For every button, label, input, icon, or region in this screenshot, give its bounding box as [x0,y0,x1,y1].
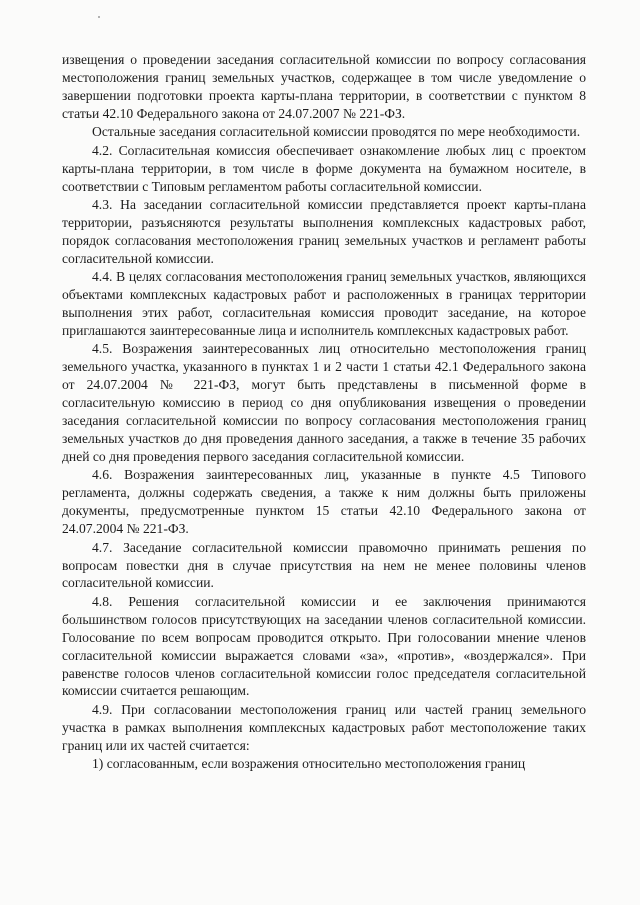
paragraph-4-2: 4.2. Согласительная комиссия обеспечивает ознакомление любых лиц с проектом карты-плана территории, в том числе в форме документа на бумажном носителе, в соответствии с Типовым регламентом работы согласительной комиссии. [62,142,586,194]
document-body [62,51,586,774]
paragraph-continuation: извещения о проведении заседания согласительной комиссии по вопросу согласования местоположения границ земельных участков, содержащее в том числе уведомление о завершении подготовки проекта карты-плана территории, в соответствии с пунктом 8 статьи 42.10 Федерального закона от 24.07.2007 № 221-ФЗ. [62,52,586,121]
scan-speck [98,16,100,18]
paragraph-4-3: 4.3. На заседании согласительной комиссии представляется проект карты-плана территории, разъясняются результаты выполнения комплексных кадастровых работ, порядок согласования местоположения границ земельных участков и регламент работы согласительной комиссии. [62,197,586,266]
paragraph-4-9: 4.9. При согласовании местоположения границ или частей границ земельного участка в рамках выполнения комплексных кадастровых работ местоположение таких границ или их частей считается: [62,701,586,753]
paragraph-4-8: 4.8. Решения согласительной комиссии и ее заключения принимаются большинством голосов присутствующих на заседании членов согласительной комиссии. Голосование по всем вопросам проводится открыто. При голосовании мнение членов согласительной комиссии выражается словами «за», «против», «воздержался». При равенстве голосов членов согласительной комиссии голос председателя согласительной комиссии считается решающим. [62,593,586,699]
paragraph-4-7: 4.7. Заседание согласительной комиссии правомочно принимать решения по вопросам повестки дня в случае присутствия на нем не менее половины членов согласительной комиссии. [62,539,586,591]
paragraph-4-6: 4.6. Возражения заинтересованных лиц, указанные в пункте 4.5 Типового регламента, должны содержать сведения, а также к ним должны быть приложены документы, предусмотренные пунктом 15 статьи 42.10 Федерального закона от 24.07.2004 № 221-ФЗ. [62,467,586,537]
paragraph-4-5: 4.5. Возражения заинтересованных лиц относительно местоположения границ земельного участка, указанного в пунктах 1 и 2 части 1 статьи 42.1 Федерального закона от 24.07.2004 № 221-ФЗ, могут быть представлены в письменной форме в согласительную комиссию в период со дня опубликования извещения о проведении заседания согласительной комиссии по вопросу согласования местоположения границ земельных участков до дня проведения данного заседания, а также в течение 35 рабочих дней со дня проведения первого заседания согласительной комиссии. [62,341,586,464]
paragraph-other-meetings: Остальные заседания согласительной комиссии проводятся по мере необходимости. [92,124,581,140]
paragraph-4-4: 4.4. В целях согласования местоположения границ земельных участков, являющихся объектами комплексных кадастровых работ и расположенных в границах территории выполнения этих работ, согласительная комиссия проводит заседание, на которое приглашаются заинтересованные лица и исполнитель комплексных кадастровых работ. [62,269,586,338]
paragraph-item-1: 1) согласованным, если возражения относительно местоположения границ [92,756,526,772]
